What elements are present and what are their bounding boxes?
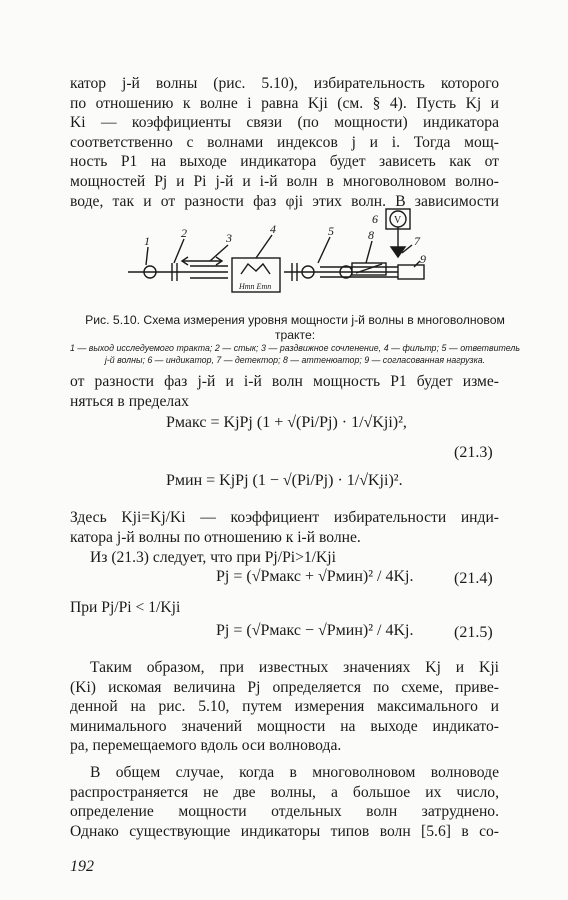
paragraph-5: При Pj/Pi < 1/Kji (70, 599, 181, 616)
equation-21-4: Pj = (√Pмакс + √Pмин)² / 4Kj. (216, 568, 414, 585)
text-line: няться в пределах (70, 392, 189, 410)
text-line: мощностей Pj и Pi j-й и i-й волн в многоволновом волно- (70, 172, 499, 190)
text-line: по отношению к волне i равна Kji (см. § 4). Пусть Kj и (70, 94, 499, 112)
figure-legend: 1 — выход исследуемого тракта; 2 — стык; 3 — раздвижное сочленение, 4 — фильтр; 5 — ответвитель j-й волны; 6 — индикатор, 7 — детектор; 8 — аттенюатор; 9 — согласованная нагрузка. (70, 343, 520, 365)
equation-21-5: Pj = (√Pмакс − √Pмин)² / 4Kj. (216, 622, 414, 639)
text-line: от разности фаз j-й и i-й волн мощность P1 будет изме- (70, 373, 499, 390)
figure-label-1: 1 (144, 234, 150, 248)
paragraph-7 (70, 763, 499, 841)
text-line: ра, перемещаемого вдоль оси волновода. (70, 737, 342, 755)
paragraph-2 (70, 372, 499, 411)
text-line: катор j-й волны (рис. 5.10), избирательность которого (70, 75, 499, 92)
text-line: В общем случае, когда в многоволновом волноводе (90, 764, 499, 781)
figure-caption: Рис. 5.10. Схема измерения уровня мощности j-й волны в многоволновом тракте: (85, 313, 505, 342)
paragraph-6 (70, 658, 499, 756)
equation-p-min: Pмин = KjPj (1 − √(Pi/Pj) · 1/√Kji)². (166, 472, 403, 489)
figure-label-5: 5 (328, 224, 334, 238)
figure-label-3: 3 (226, 231, 232, 245)
filter-block-label: Hmn Emn (239, 282, 272, 291)
text-line: катора j-й волны по отношению к i-й волне. (70, 528, 361, 546)
figure-label-8: 8 (368, 228, 374, 242)
equation-number-21-3: (21.3) (454, 444, 493, 461)
text-line: минимального значений мощности на выходе индикато- (70, 717, 499, 735)
text-line: воде, так и от разности фаз φji этих волн. В зависимости (70, 192, 499, 210)
text-line: Однако существующие индикаторы типов волн [5.6] в со- (70, 822, 499, 840)
figure-label-2: 2 (181, 226, 187, 240)
text-line: распространяется не две волны, а большое их число, (70, 783, 499, 801)
paragraph-3 (70, 508, 499, 547)
figure-5-10-diagram (0, 205, 568, 305)
text-line: определение мощности отдельных волн затруднено. (70, 803, 499, 821)
figure-label-6: 6 (372, 212, 378, 226)
figure-label-4: 4 (270, 222, 276, 236)
text-line: (Ki) искомая величина Pj определяется по схеме, приве- (70, 678, 499, 696)
equation-number-21-4: (21.4) (454, 570, 493, 587)
text-line: Таким образом, при известных значениях Kj и Kji (90, 659, 499, 676)
paragraph-4: Из (21.3) следует, что при Pj/Pi>1/Kji (90, 549, 336, 566)
paragraph-1 (70, 74, 499, 211)
text-line: Здесь Kji=Kj/Ki — коэффициент избирательности инди- (70, 509, 499, 526)
indicator-symbol: V (394, 215, 402, 226)
text-line: ность P1 на выходе индикатора будет зависеть как от (70, 153, 499, 171)
text-line: Ki — коэффициенты связи (по мощности) индикатора (70, 114, 499, 132)
equation-p-max: Pмакс = KjPj (1 + √(Pi/Pj) · 1/√Kji)², (166, 414, 407, 431)
figure-label-7: 7 (414, 234, 420, 248)
text-line: денной на рис. 5.10, путем измерения максимального и (70, 698, 499, 716)
page-number: 192 (70, 858, 94, 875)
text-line: соответственно с волнами индексов j и i. Тогда мощ- (70, 133, 499, 151)
figure-label-9: 9 (420, 252, 426, 266)
equation-number-21-5: (21.5) (454, 624, 493, 641)
